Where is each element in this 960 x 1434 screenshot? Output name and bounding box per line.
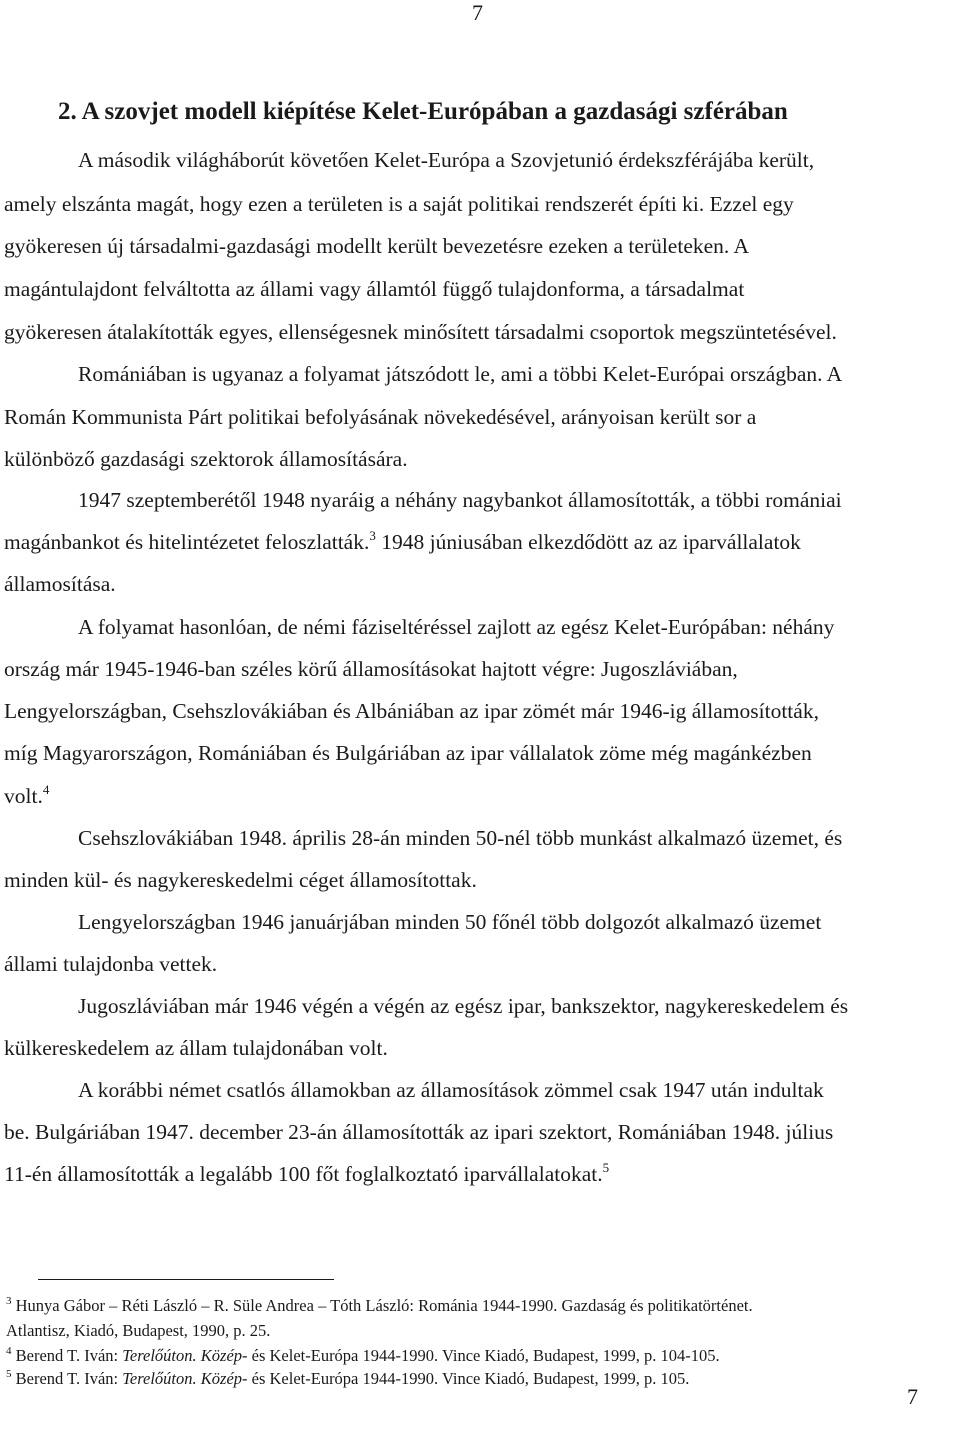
p3-line-3: államosítása. (4, 572, 116, 596)
p7-line-2: külkereskedelem az állam tulajdonában volt. (4, 1036, 388, 1060)
p4-line-3: Lengyelországban, Csehszlovákiában és Albániában az ipar zömét már 1946-ig államosították, (4, 699, 819, 723)
p2-line-3: különböző gazdasági szektorok államosítására. (4, 447, 408, 471)
footnote-3-number: 3 (6, 1295, 12, 1307)
footnote-4-rest: és Kelet-Európa 1944-1990. Vince Kiadó, Budapest, 1999, p. 104-105. (247, 1346, 720, 1365)
p8-line-3 (4, 1161, 609, 1187)
p1-line-3: gyökeresen új társadalmi-gazdasági modellt került bevezetésre ezeken a területeken. A (4, 234, 749, 258)
footnote-ref-5: 5 (602, 1160, 610, 1175)
p5-line-2: minden kül- és nagykereskedelmi céget államosítottak. (4, 868, 477, 892)
footnote-3-text: Hunya Gábor – Réti László – R. Süle Andrea – Tóth László: Románia 1944-1990. Gazdaság és politikatörténet. (15, 1296, 753, 1315)
footnote-separator (38, 1279, 334, 1280)
footnote-4-number: 4 (6, 1345, 12, 1357)
p6-line-2: állami tulajdonba vettek. (4, 952, 218, 976)
p3-line-2-text-a: magánbankot és hitelintézetet feloszlatták. (4, 530, 370, 554)
p4-line-4: míg Magyarországon, Romániában és Bulgáriában az ipar vállalatok zöme még magánkézben (4, 741, 812, 765)
footnote-5 (6, 1369, 689, 1389)
p1-line-4: magántulajdont felváltotta az állami vagy államtól függő tulajdonforma, a társadalmat (4, 277, 745, 301)
p3-line-1: 1947 szeptemberétől 1948 nyaráig a néhány nagybankot államosították, a többi romániai (78, 488, 842, 512)
footnote-4-title: Terelőúton. Közép- (122, 1346, 248, 1365)
p2-line-2: Román Kommunista Párt politikai befolyásának növekedésével, arányoisan került sor a (4, 405, 757, 429)
p4-line-1: A folyamat hasonlóan, de némi fáziseltéréssel zajlott az egész Kelet-Európában: néhány (78, 615, 835, 639)
p1-line-2: amely elszánta magát, hogy ezen a területen is a saját politikai rendszerét építi ki. Ezzel egy (4, 192, 794, 216)
footnote-ref-3: 3 (369, 528, 376, 543)
footnote-ref-4: 4 (42, 782, 50, 797)
footnote-5-author: Berend T. Iván: (15, 1369, 123, 1388)
footnote-5-title: Terelőúton. Közép- (122, 1369, 248, 1388)
footnote-5-number: 5 (6, 1368, 12, 1380)
footnote-3-line-2: Atlantisz, Kiadó, Budapest, 1990, p. 25. (6, 1321, 271, 1340)
p7-line-1: Jugoszláviában már 1946 végén a végén az egész ipar, bankszektor, nagykereskedelem és (78, 994, 849, 1018)
footnote-3-line-1 (6, 1296, 753, 1316)
p4-line-2: ország már 1945-1946-ban széles körű államosításokat hajtott végre: Jugoszláviában, (4, 657, 738, 681)
p1-line-1: A második világháborút követően Kelet-Európa a Szovjetunió érdekszférájába került, (78, 148, 815, 172)
p5-line-1: Csehszlovákiában 1948. április 28-án minden 50-nél több munkást alkalmazó üzemet, és (78, 826, 843, 850)
p3-line-2 (4, 529, 801, 555)
p6-line-1: Lengyelországban 1946 januárjában minden 50 főnél több dolgozót alkalmazó üzemet (78, 910, 822, 934)
p2-line-1: Romániában is ugyanaz a folyamat játszódott le, ami a többi Kelet-Európai országban. A (78, 362, 843, 386)
p8-line-2: be. Bulgáriában 1947. december 23-án államosították az ipari szektort, Romániában 1948. július (4, 1120, 834, 1144)
p8-line-3-text: 11-én államosították a legalább 100 főt foglalkoztató iparvállalatokat. (4, 1162, 603, 1186)
p8-line-1: A korábbi német csatlós államokban az államosítások zömmel csak 1947 után indultak (78, 1078, 824, 1102)
p4-line-5 (4, 783, 49, 809)
section-heading: 2. A szovjet modell kiépítése Kelet-Európában a gazdasági szférában (58, 98, 788, 125)
p4-line-5-text: volt. (4, 784, 43, 808)
p3-line-2-text-b: 1948 júniusában elkezdődött az az iparvállalatok (381, 530, 801, 554)
footnote-4-author: Berend T. Iván: (15, 1346, 123, 1365)
page-number-bottom: 7 (907, 1384, 918, 1409)
footnote-4 (6, 1346, 720, 1366)
page-number-top: 7 (472, 0, 483, 25)
footnote-5-rest: és Kelet-Európa 1944-1990. Vince Kiadó, Budapest, 1999, p. 105. (247, 1369, 690, 1388)
p1-line-5: gyökeresen átalakították egyes, ellenségesnek minősített társadalmi csoportok megszüntetésével. (4, 320, 837, 344)
